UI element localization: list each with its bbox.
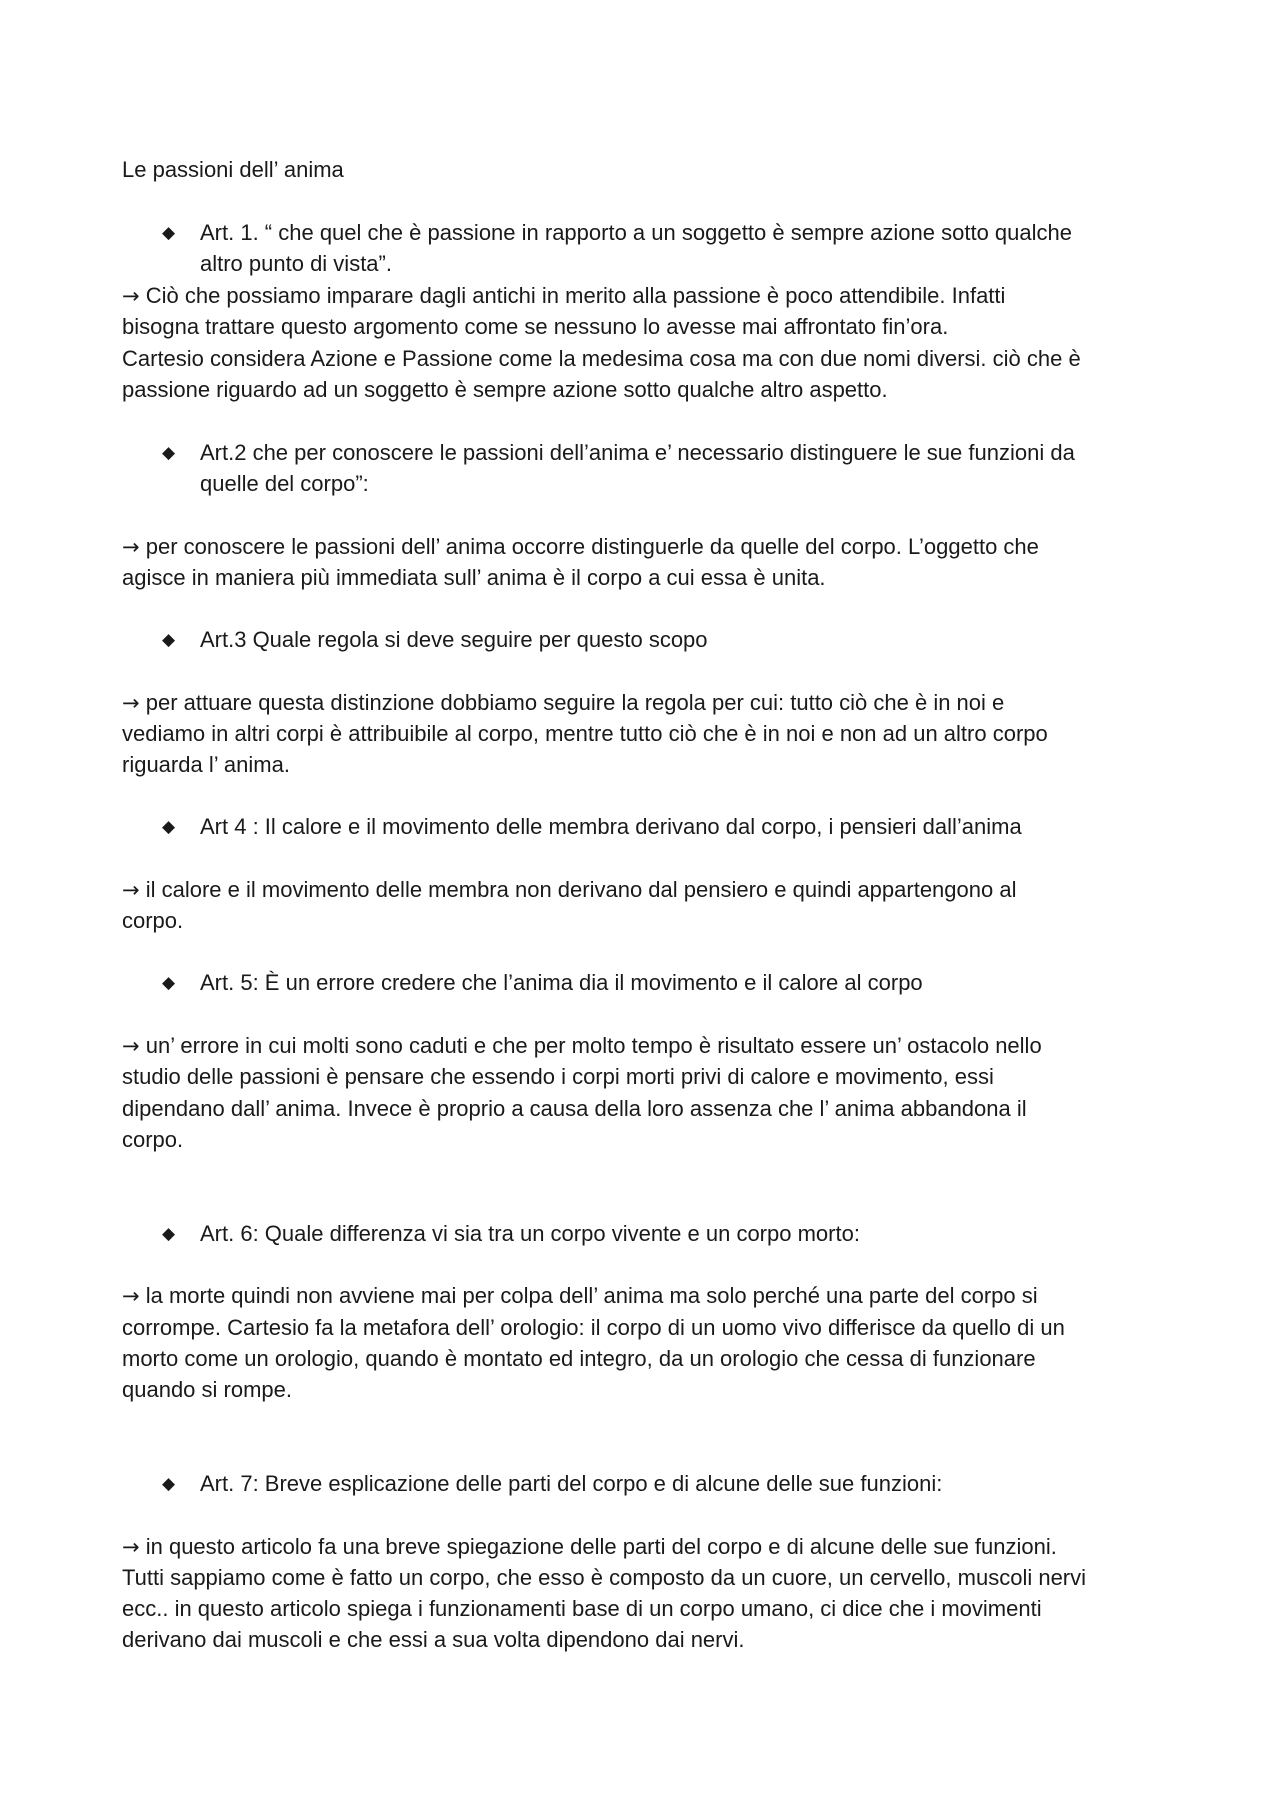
arrow-right-icon: → [122, 1535, 140, 1559]
arrow-right-icon: → [122, 1034, 140, 1058]
body-line-text: Ciò che possiamo imparare dagli antichi in merito alla passione è poco attendibile. Infatti [139, 283, 1006, 308]
bullet-diamond-icon: ◆ [162, 1474, 176, 1493]
body-line-text: per attuare questa distinzione dobbiamo seguire la regola per cui: tutto ciò che è in noi e [139, 690, 1005, 715]
body-line-text: un’ errore in cui molti sono caduti e che per molto tempo è risultato essere un’ ostacolo nello [139, 1033, 1042, 1058]
bullet-diamond-icon: ◆ [162, 223, 176, 242]
body-line [122, 1531, 1057, 1564]
body-line [122, 874, 1016, 907]
article-heading-line: Art. 1. “ che quel che è passione in rapporto a un soggetto è sempre azione sotto qualche [200, 220, 1072, 245]
article-heading-line: Art.3 Quale regola si deve seguire per questo scopo [200, 627, 708, 652]
body-line-text: per conoscere le passioni dell’ anima occorre distinguerle da quelle del corpo. L’oggetto che [139, 534, 1039, 559]
body-line: bisogna trattare questo argomento come se nessuno lo avesse mai affrontato fin’ora. [122, 314, 949, 339]
arrow-right-icon: → [122, 284, 140, 308]
arrow-right-icon: → [122, 1284, 140, 1308]
body-line: vediamo in altri corpi è attribuibile al corpo, mentre tutto ciò che è in noi e non ad un altro corpo [122, 721, 1048, 746]
bullet-diamond-icon: ◆ [162, 1224, 176, 1243]
body-line: corpo. [122, 908, 184, 933]
body-line: Tutti sappiamo come è fatto un corpo, che esso è composto da un cuore, un cervello, muscoli nervi [122, 1565, 1087, 1590]
article-heading-line: Art. 6: Quale differenza vi sia tra un corpo vivente e un corpo morto: [200, 1221, 860, 1246]
body-line: derivano dai muscoli e che essi a sua volta dipendono dai nervi. [122, 1627, 745, 1652]
body-line-text: il calore e il movimento delle membra non derivano dal pensiero e quindi appartengono al [139, 877, 1017, 902]
body-line: ecc.. in questo articolo spiega i funzionamenti base di un corpo umano, ci dice che i movimenti [122, 1596, 1042, 1621]
article-heading-line: Art 4 : Il calore e il movimento delle membra derivano dal corpo, i pensieri dall’anima [200, 814, 1022, 839]
body-line: Cartesio considera Azione e Passione come la medesima cosa ma con due nomi diversi. ciò che è [122, 346, 1081, 371]
body-line: corrompe. Cartesio fa la metafora dell’ orologio: il corpo di un uomo vivo differisce da quello di un [122, 1315, 1065, 1340]
body-line [122, 280, 1005, 313]
body-line-text: in questo articolo fa una breve spiegazione delle parti del corpo e di alcune delle sue funzioni. [139, 1534, 1057, 1559]
arrow-right-icon: → [122, 691, 140, 715]
body-line [122, 531, 1039, 564]
document-title: Le passioni dell’ anima [122, 157, 344, 182]
bullet-diamond-icon: ◆ [162, 630, 176, 649]
article-heading-line: altro punto di vista”. [200, 251, 392, 276]
body-line: dipendano dall’ anima. Invece è proprio a causa della loro assenza che l’ anima abbandona il [122, 1096, 1027, 1121]
article-heading-line: Art. 5: È un errore credere che l’anima dia il movimento e il calore al corpo [200, 970, 923, 995]
body-line [122, 1030, 1042, 1063]
arrow-right-icon: → [122, 535, 140, 559]
article-heading-line: quelle del corpo”: [200, 471, 369, 496]
body-line: quando si rompe. [122, 1377, 292, 1402]
body-line: passione riguardo ad un soggetto è sempre azione sotto qualche altro aspetto. [122, 377, 888, 402]
body-line: studio delle passioni è pensare che essendo i corpi morti privi di calore e movimento, essi [122, 1064, 994, 1089]
bullet-diamond-icon: ◆ [162, 973, 176, 992]
article-heading-line: Art. 7: Breve esplicazione delle parti del corpo e di alcune delle sue funzioni: [200, 1471, 943, 1496]
body-line [122, 1280, 1038, 1313]
bullet-diamond-icon: ◆ [162, 443, 176, 462]
body-line: morto come un orologio, quando è montato ed integro, da un orologio che cessa di funzionare [122, 1346, 1036, 1371]
body-line-text: la morte quindi non avviene mai per colpa dell’ anima ma solo perché una parte del corpo si [139, 1283, 1038, 1308]
body-line [122, 687, 1004, 720]
article-heading-line: Art.2 che per conoscere le passioni dell’anima e’ necessario distinguere le sue funzioni da [200, 440, 1075, 465]
bullet-diamond-icon: ◆ [162, 817, 176, 836]
arrow-right-icon: → [122, 878, 140, 902]
body-line: agisce in maniera più immediata sull’ anima è il corpo a cui essa è unita. [122, 565, 826, 590]
body-line: corpo. [122, 1127, 184, 1152]
body-line: riguarda l’ anima. [122, 752, 290, 777]
